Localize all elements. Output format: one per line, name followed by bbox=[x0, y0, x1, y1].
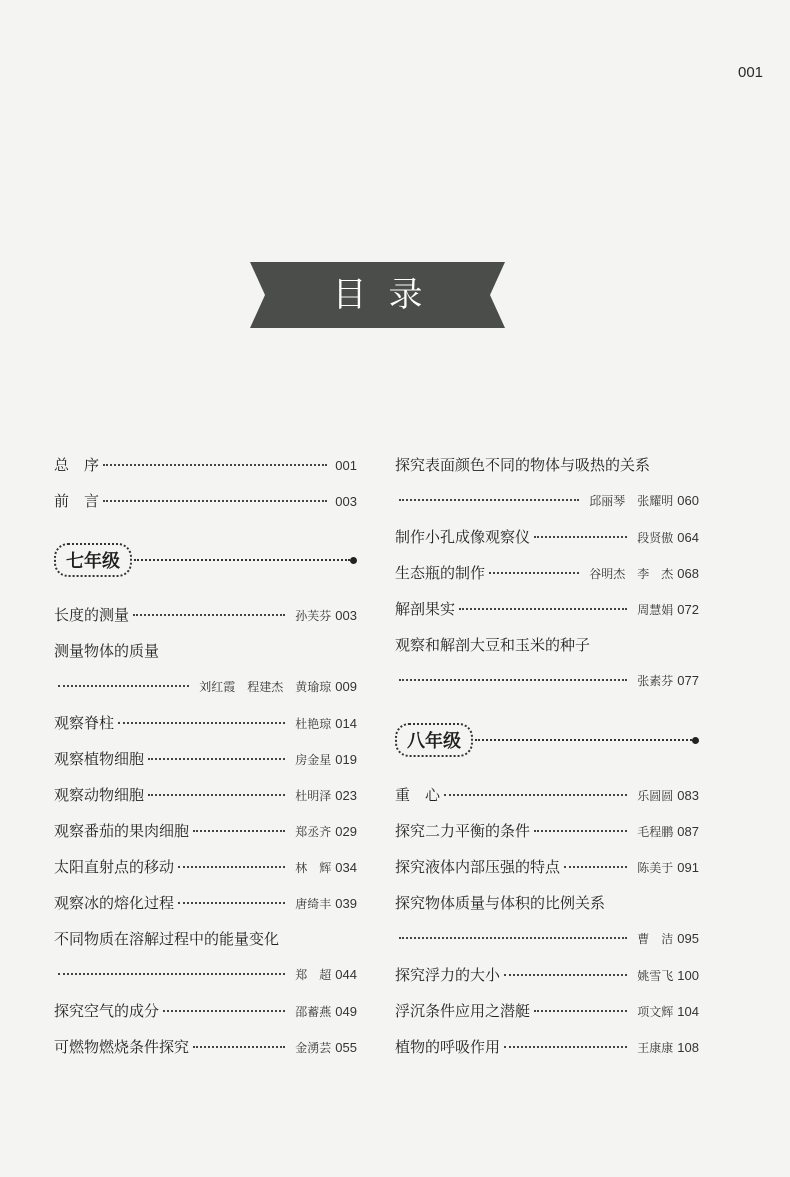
toc-entry[interactable] bbox=[54, 447, 357, 483]
toc-entry-title: 探究二力平衡的条件 bbox=[395, 822, 531, 840]
toc-entry-title: 探究物体质量与体积的比例关系 bbox=[395, 894, 606, 912]
toc-entry-page: 100 bbox=[677, 968, 699, 983]
toc-entry-page: 104 bbox=[677, 1004, 699, 1019]
toc-entry-author: 邵蓄燕 bbox=[295, 1005, 332, 1019]
dot-leader bbox=[399, 499, 579, 501]
toc-entry-row bbox=[54, 447, 357, 483]
toc-entry-title: 探究液体内部压强的特点 bbox=[395, 858, 561, 876]
toc-entry-author: 郑丞齐 bbox=[295, 825, 332, 839]
toc-entry-page: 095 bbox=[677, 931, 699, 946]
toc-right-column bbox=[395, 447, 699, 1065]
toc-entry-author: 唐绮丰 bbox=[295, 897, 332, 911]
dot-leader bbox=[399, 937, 627, 939]
toc-entry-row bbox=[395, 519, 699, 555]
toc-entry[interactable] bbox=[54, 633, 357, 705]
toc-entry-author: 王康康 bbox=[637, 1041, 674, 1055]
toc-entry-author: 陈美于 bbox=[637, 861, 674, 875]
toc-entry-row bbox=[395, 591, 699, 627]
toc-entry[interactable] bbox=[54, 705, 357, 741]
toc-entry-title: 探究浮力的大小 bbox=[395, 966, 501, 984]
toc-entry[interactable] bbox=[395, 813, 699, 849]
toc-entry-row bbox=[395, 849, 699, 885]
toc-entry[interactable] bbox=[395, 849, 699, 885]
toc-entry-row bbox=[54, 1029, 357, 1065]
toc-entry-page: 023 bbox=[335, 788, 357, 803]
toc-entry-detail-row bbox=[54, 669, 357, 705]
dot-leader bbox=[193, 830, 285, 832]
spacer bbox=[395, 699, 699, 711]
toc-entry-page: 014 bbox=[335, 716, 357, 731]
toc-entry-title: 探究表面颜色不同的物体与吸热的关系 bbox=[395, 456, 651, 474]
dot-leader bbox=[148, 794, 285, 796]
toc-entry-row bbox=[54, 777, 357, 813]
toc-entry-author: 刘红霞 程建杰 黄瑜琼 bbox=[199, 680, 332, 694]
grade-label: 七年级 bbox=[54, 543, 132, 577]
section-end-dot bbox=[350, 557, 357, 564]
toc-entry[interactable] bbox=[395, 591, 699, 627]
toc-entry[interactable] bbox=[54, 885, 357, 921]
toc-entry-row bbox=[395, 813, 699, 849]
toc-entry-title: 制作小孔成像观察仪 bbox=[395, 528, 531, 546]
toc-entry-row bbox=[54, 597, 357, 633]
toc-entry-author: 曹 洁 bbox=[637, 932, 674, 946]
toc-entry-row bbox=[395, 777, 699, 813]
toc-entry-title-row bbox=[395, 447, 699, 483]
toc-entry-page: 009 bbox=[335, 679, 357, 694]
section-dotted-line bbox=[475, 739, 692, 741]
toc-entry-page: 003 bbox=[335, 494, 357, 509]
toc-entry-author: 周慧娟 bbox=[637, 603, 674, 617]
toc-entry-author: 林 辉 bbox=[295, 861, 332, 875]
toc-entry-title: 长度的测量 bbox=[54, 606, 130, 624]
toc-entry-title: 总 序 bbox=[54, 456, 100, 474]
toc-entry[interactable] bbox=[395, 1029, 699, 1065]
toc-entry[interactable] bbox=[395, 519, 699, 555]
toc-entry-title: 前 言 bbox=[54, 492, 100, 510]
toc-entry-author: 乐圆圆 bbox=[637, 789, 674, 803]
dot-leader bbox=[504, 974, 627, 976]
toc-entry[interactable] bbox=[54, 483, 357, 519]
toc-entry-page: 019 bbox=[335, 752, 357, 767]
toc-entry-title: 浮沉条件应用之潜艇 bbox=[395, 1002, 531, 1020]
toc-entry-author: 项文辉 bbox=[637, 1005, 674, 1019]
toc-entry-title: 观察脊柱 bbox=[54, 714, 115, 732]
toc-entry-row bbox=[395, 993, 699, 1029]
toc-entry-title: 观察冰的熔化过程 bbox=[54, 894, 175, 912]
toc-entry-title: 观察和解剖大豆和玉米的种子 bbox=[395, 636, 591, 654]
dot-leader bbox=[58, 685, 189, 687]
toc-entry[interactable] bbox=[54, 993, 357, 1029]
dot-leader bbox=[534, 830, 627, 832]
toc-entry-page: 077 bbox=[677, 673, 699, 688]
dot-leader bbox=[103, 464, 327, 466]
toc-entry-title: 可燃物燃烧条件探究 bbox=[54, 1038, 190, 1056]
toc-entry-title: 植物的呼吸作用 bbox=[395, 1038, 501, 1056]
toc-entry-page: 001 bbox=[335, 458, 357, 473]
grade-label: 八年级 bbox=[395, 723, 473, 757]
section-end-dot bbox=[692, 737, 699, 744]
toc-entry-title: 重 心 bbox=[395, 786, 441, 804]
toc-entry-title: 探究空气的成分 bbox=[54, 1002, 160, 1020]
toc-entry-page: 083 bbox=[677, 788, 699, 803]
toc-entry-row bbox=[395, 1029, 699, 1065]
toc-entry-detail-row bbox=[395, 663, 699, 699]
dot-leader bbox=[178, 902, 285, 904]
toc-entry-page: 034 bbox=[335, 860, 357, 875]
toc-entry-title: 观察番茄的果肉细胞 bbox=[54, 822, 190, 840]
toc-entry-row bbox=[54, 849, 357, 885]
toc-entry-row bbox=[54, 705, 357, 741]
toc-entry[interactable] bbox=[54, 597, 357, 633]
page-number: 001 bbox=[738, 64, 764, 81]
toc-entry-row bbox=[54, 741, 357, 777]
toc-entry-title-row bbox=[54, 921, 357, 957]
dot-leader bbox=[534, 1010, 627, 1012]
toc-entry-title-row bbox=[395, 627, 699, 663]
toc-entry-title-row bbox=[395, 885, 699, 921]
dot-leader bbox=[399, 679, 627, 681]
toc-entry[interactable] bbox=[54, 741, 357, 777]
toc-left-column bbox=[54, 447, 357, 1065]
toc-title: 目录 bbox=[332, 275, 445, 315]
toc-entry-detail-row bbox=[54, 957, 357, 993]
toc-entry[interactable] bbox=[395, 993, 699, 1029]
toc-entry-author: 杜明泽 bbox=[295, 789, 332, 803]
toc-entry-page: 039 bbox=[335, 896, 357, 911]
toc-entry-page: 108 bbox=[677, 1040, 699, 1055]
toc-entry-detail-row bbox=[395, 483, 699, 519]
dot-leader bbox=[459, 608, 627, 610]
toc-entry-author: 姚雪飞 bbox=[637, 969, 674, 983]
toc-entry-title: 观察植物细胞 bbox=[54, 750, 145, 768]
toc-entry-page: 064 bbox=[677, 530, 699, 545]
toc-entry-page: 003 bbox=[335, 608, 357, 623]
dot-leader bbox=[489, 572, 579, 574]
toc-entry-row bbox=[54, 885, 357, 921]
toc-entry-page: 029 bbox=[335, 824, 357, 839]
toc-entry-detail-row bbox=[395, 921, 699, 957]
dot-leader bbox=[504, 1046, 627, 1048]
toc-entry-title: 不同物质在溶解过程中的能量变化 bbox=[54, 930, 280, 948]
toc-entry-title: 解剖果实 bbox=[395, 600, 456, 618]
toc-entry[interactable] bbox=[54, 813, 357, 849]
toc-entry-row bbox=[395, 957, 699, 993]
toc-entry[interactable] bbox=[54, 1029, 357, 1065]
toc-banner bbox=[250, 262, 505, 328]
toc-entry-page: 068 bbox=[677, 566, 699, 581]
toc-entry[interactable] bbox=[395, 555, 699, 591]
toc-entry-title: 太阳直射点的移动 bbox=[54, 858, 175, 876]
toc-entry-author: 张素芬 bbox=[637, 674, 674, 688]
toc-entry-row bbox=[395, 555, 699, 591]
section-dotted-line bbox=[134, 559, 350, 561]
toc-entry-page: 091 bbox=[677, 860, 699, 875]
dot-leader bbox=[163, 1010, 285, 1012]
dot-leader bbox=[58, 973, 285, 975]
toc-entry-author: 毛程鹏 bbox=[637, 825, 674, 839]
toc-entry-page: 055 bbox=[335, 1040, 357, 1055]
dot-leader bbox=[178, 866, 285, 868]
dot-leader bbox=[534, 536, 627, 538]
dot-leader bbox=[118, 722, 285, 724]
toc-entry-page: 049 bbox=[335, 1004, 357, 1019]
toc-entry-author: 杜艳琼 bbox=[295, 717, 332, 731]
toc-entry[interactable] bbox=[395, 885, 699, 957]
toc-entry-title-row bbox=[54, 633, 357, 669]
dot-leader bbox=[444, 794, 627, 796]
toc-entry-author: 谷明杰 李 杰 bbox=[589, 567, 674, 581]
toc-entry-row bbox=[54, 813, 357, 849]
toc-entry-author: 孙芙芬 bbox=[295, 609, 332, 623]
dot-leader bbox=[133, 614, 285, 616]
toc-entry-title: 测量物体的质量 bbox=[54, 642, 160, 660]
toc-entry-page: 087 bbox=[677, 824, 699, 839]
dot-leader bbox=[193, 1046, 285, 1048]
toc-entry[interactable] bbox=[395, 957, 699, 993]
toc-entry[interactable] bbox=[54, 777, 357, 813]
toc-entry[interactable] bbox=[395, 447, 699, 519]
toc-entry-title: 观察动物细胞 bbox=[54, 786, 145, 804]
toc-entry-author: 郑 超 bbox=[295, 968, 332, 982]
toc-entry-row bbox=[54, 993, 357, 1029]
toc-entry-author: 金湧芸 bbox=[295, 1041, 332, 1055]
grade-section-header bbox=[54, 541, 357, 579]
dot-leader bbox=[564, 866, 627, 868]
dot-leader bbox=[148, 758, 285, 760]
toc-entry-author: 邱丽琴 张耀明 bbox=[589, 494, 674, 508]
dot-leader bbox=[103, 500, 327, 502]
toc-entry-page: 060 bbox=[677, 493, 699, 508]
spacer bbox=[54, 519, 357, 531]
toc-entry-author: 段贤傲 bbox=[637, 531, 674, 545]
toc-entry-page: 072 bbox=[677, 602, 699, 617]
toc-entry[interactable] bbox=[54, 849, 357, 885]
toc-entry-author: 房金星 bbox=[295, 753, 332, 767]
toc-entry[interactable] bbox=[395, 777, 699, 813]
grade-section-header bbox=[395, 721, 699, 759]
toc-entry-title: 生态瓶的制作 bbox=[395, 564, 486, 582]
toc-entry-page: 044 bbox=[335, 967, 357, 982]
toc-entry[interactable] bbox=[395, 627, 699, 699]
toc-entry-row bbox=[54, 483, 357, 519]
toc-entry[interactable] bbox=[54, 921, 357, 993]
